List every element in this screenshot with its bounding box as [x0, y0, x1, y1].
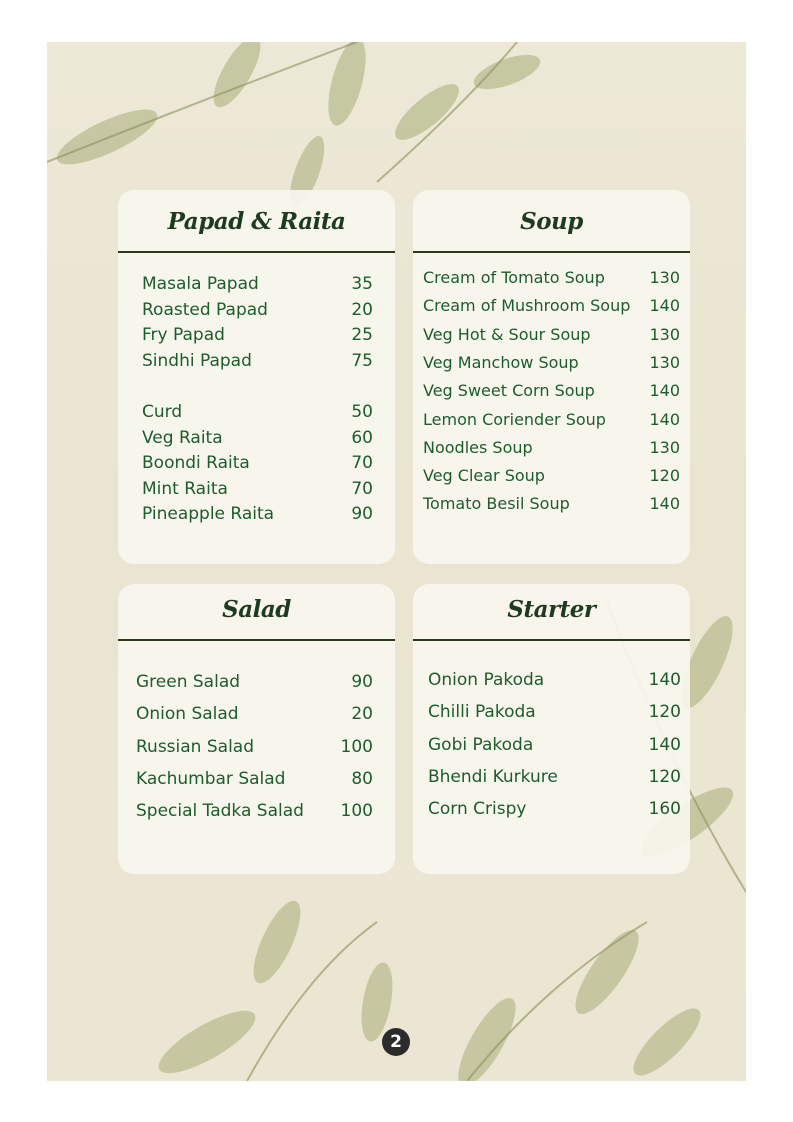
- menu-item-row: [142, 274, 373, 294]
- item-name: Corn Crispy: [428, 799, 527, 820]
- item-price: 130: [649, 268, 680, 287]
- item-price: 140: [648, 734, 681, 755]
- section-soup: [413, 190, 690, 564]
- menu-item-row: [423, 410, 680, 429]
- item-name: Gobi Pakoda: [428, 734, 534, 755]
- section-title: Soup: [520, 208, 583, 235]
- item-name: Veg Raita: [142, 427, 223, 448]
- title-divider: [413, 251, 690, 253]
- menu-item-row: [136, 672, 373, 692]
- item-price: 90: [351, 504, 373, 525]
- item-price: 60: [351, 427, 373, 448]
- menu-item-row: [136, 801, 373, 821]
- title-divider: [118, 639, 395, 641]
- menu-item-row: [423, 325, 680, 344]
- section-title: Salad: [222, 596, 291, 623]
- menu-item-row: [423, 268, 680, 287]
- item-price: 70: [351, 453, 373, 474]
- section-papad-raita: [118, 190, 395, 564]
- item-name: Russian Salad: [136, 736, 254, 757]
- item-name: Veg Clear Soup: [423, 466, 545, 486]
- item-name: Onion Salad: [136, 704, 239, 725]
- item-price: 140: [649, 296, 680, 316]
- item-price: 160: [648, 799, 681, 820]
- item-price: 140: [649, 381, 680, 401]
- item-price: 25: [351, 325, 373, 346]
- menu-item-row: [142, 300, 373, 320]
- menu-item-row: [423, 438, 680, 457]
- item-name: Bhendi Kurkure: [428, 766, 558, 787]
- item-name: Green Salad: [136, 672, 241, 692]
- item-name: Special Tadka Salad: [136, 801, 304, 822]
- item-name: Sindhi Papad: [142, 350, 252, 371]
- item-price: 100: [340, 801, 373, 822]
- item-name: Curd: [142, 402, 183, 422]
- item-name: Chilli Pakoda: [428, 702, 536, 723]
- item-name: Cream of Tomato Soup: [423, 268, 605, 287]
- menu-item-row: [428, 799, 681, 819]
- menu-item-row: [428, 767, 681, 787]
- item-price: 140: [649, 409, 680, 429]
- item-price: 120: [648, 702, 681, 723]
- menu-item-row: [142, 453, 373, 473]
- menu-item-row: [136, 704, 373, 724]
- item-price: 130: [649, 437, 680, 457]
- menu-item-row: [142, 402, 373, 422]
- item-price: 140: [648, 670, 681, 690]
- item-price: 35: [351, 274, 373, 294]
- item-name: Onion Pakoda: [428, 670, 545, 690]
- item-price: 50: [351, 402, 373, 422]
- section-salad: [118, 584, 395, 874]
- item-name: Boondi Raita: [142, 453, 250, 474]
- item-name: Kachumbar Salad: [136, 768, 286, 789]
- item-name: Fry Papad: [142, 325, 225, 346]
- item-name: Tomato Besil Soup: [423, 494, 570, 514]
- item-price: 80: [351, 768, 373, 789]
- menu-item-row: [142, 351, 373, 371]
- item-name: Roasted Papad: [142, 299, 268, 320]
- item-price: 140: [649, 494, 680, 514]
- item-name: Noodles Soup: [423, 437, 533, 457]
- item-name: Lemon Coriender Soup: [423, 409, 606, 429]
- section-title: Papad & Raita: [167, 208, 346, 235]
- menu-item-row: [142, 479, 373, 499]
- item-price: 20: [351, 299, 373, 320]
- item-price: 120: [648, 766, 681, 787]
- menu-item-row: [142, 325, 373, 345]
- item-price: 75: [351, 350, 373, 371]
- title-divider: [118, 251, 395, 253]
- menu-item-row: [428, 670, 681, 690]
- menu-item-row: [136, 769, 373, 789]
- item-name: Veg Manchow Soup: [423, 352, 579, 372]
- menu-item-row: [142, 428, 373, 448]
- item-name: Cream of Mushroom Soup: [423, 296, 631, 316]
- item-price: 90: [351, 672, 373, 692]
- item-name: Veg Sweet Corn Soup: [423, 381, 595, 401]
- item-name: Masala Papad: [142, 274, 259, 294]
- item-price: 130: [649, 352, 680, 372]
- page-number-badge: 2: [382, 1028, 410, 1056]
- section-title: Starter: [507, 596, 596, 623]
- item-price: 130: [649, 324, 680, 344]
- menu-item-row: [136, 737, 373, 757]
- item-name: Pineapple Raita: [142, 504, 275, 525]
- menu-item-row: [423, 494, 680, 513]
- menu-item-row: [428, 702, 681, 722]
- title-divider: [413, 639, 690, 641]
- item-name: Veg Hot & Sour Soup: [423, 324, 591, 344]
- menu-item-row: [423, 381, 680, 400]
- item-price: 70: [351, 478, 373, 499]
- menu-item-row: [423, 466, 680, 485]
- item-price: 100: [340, 736, 373, 757]
- item-price: 20: [351, 704, 373, 725]
- menu-item-row: [428, 735, 681, 755]
- item-price: 120: [649, 466, 680, 486]
- menu-item-row: [142, 504, 373, 524]
- menu-page: [47, 42, 746, 1081]
- menu-item-row: [423, 353, 680, 372]
- section-starter: [413, 584, 690, 874]
- menu-item-row: [423, 296, 680, 315]
- item-name: Mint Raita: [142, 478, 228, 499]
